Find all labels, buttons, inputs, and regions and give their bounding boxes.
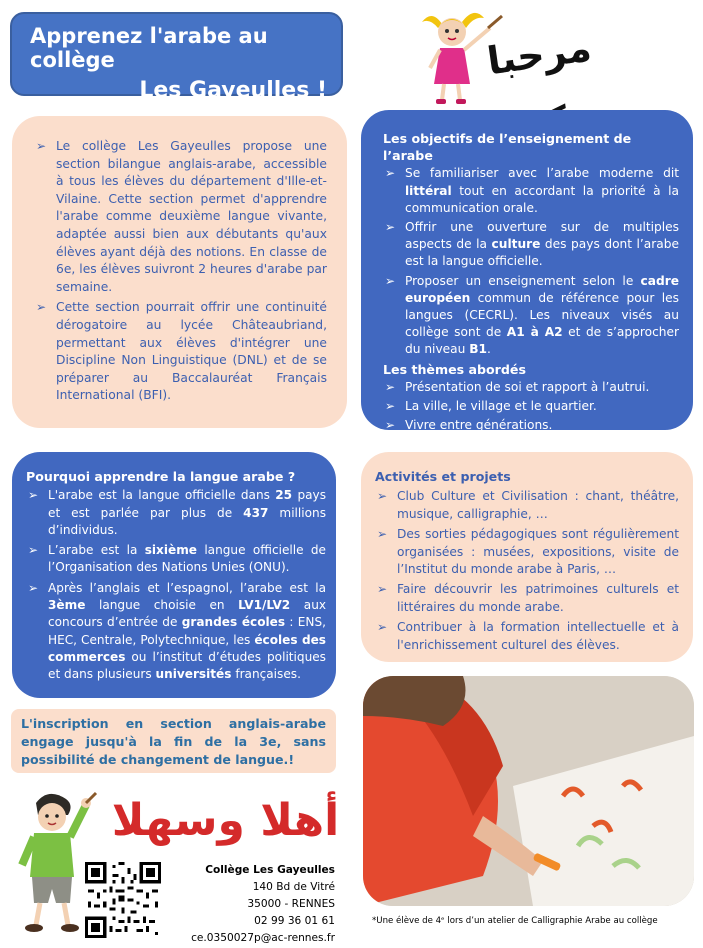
arrow-bullet-icon: ➢ (385, 273, 396, 288)
arrow-bullet-icon: ➢ (36, 139, 47, 153)
objective-emphasis: B1 (469, 342, 488, 357)
theme-text: La ville, le village et le quartier. (405, 399, 597, 414)
why-item (26, 580, 326, 684)
calligraphy-workshop-photo (363, 676, 694, 906)
intro-item (34, 299, 327, 405)
why-emphasis: universités (155, 667, 232, 682)
activity-item (375, 581, 679, 616)
activity-text: Club Culture et Civilisation : chant, théâtre, musique, calligraphie, … (397, 489, 679, 521)
intro-item-text: Cette section pourrait offrir une continuité dérogatoire au lycée Châteaubriand, permettant aux élèves d'intégrer une Discipline Non Linguistique (DNL) et de se préparer au Baccalauréat Français International (BFI). (56, 300, 327, 403)
why-text: : ENS, HEC, Centrale, Polytechnique, les (48, 615, 326, 647)
activity-text: Des sorties pédagogiques sont régulièrement organisées : musées, expositions, visite de l’Institut du monde arabe à Paris, … (397, 527, 679, 577)
objective-emphasis: culture (491, 237, 541, 252)
themes-list (383, 379, 679, 435)
activity-item (375, 488, 679, 523)
why-text: aux concours d’entrée de (48, 598, 327, 630)
arrow-bullet-icon: ➢ (28, 543, 39, 558)
arrow-bullet-icon: ➢ (377, 620, 388, 635)
why-text: françaises. (231, 667, 301, 682)
title-line-2: Les Gayeulles ! (139, 78, 327, 103)
activity-text: Contribuer à la formation intellectuelle et à l'enrichissement culturel des élèves. (397, 620, 679, 652)
objective-text: et de s’approcher du niveau (405, 325, 680, 357)
ahlan-text: أهلا وسهلا (111, 795, 340, 846)
objective-item (383, 165, 679, 217)
arrow-bullet-icon: ➢ (385, 399, 396, 414)
objective-text: Se familiariser avec l’arabe moderne dit (405, 166, 679, 181)
activity-item (375, 619, 679, 654)
arrow-bullet-icon: ➢ (385, 418, 396, 433)
why-heading: Pourquoi apprendre la langue arabe ? (26, 469, 296, 484)
why-emphasis: sixième (144, 543, 197, 558)
title-line-1: Apprenez l'arabe au collège (30, 24, 268, 72)
objective-text: tout en accordant la priorité à la communication orale. (405, 183, 679, 215)
enrollment-notice (11, 709, 336, 773)
objective-emphasis: A1 à A2 (506, 325, 563, 340)
marhaba-calligraphy (470, 20, 618, 88)
college-email: ce.0350027p@ac-rennes.fr (191, 932, 335, 944)
arrow-bullet-icon: ➢ (377, 489, 388, 504)
objectives-list (383, 165, 679, 358)
intro-item-text: Le collège Les Gayeulles propose une section bilangue anglais-arabe, accessible à tous les élèves du département d'Ille-et-Vilaine. Cette section permet d'apprendre l'arabe comme deuxième langue vivante, adaptée aussi bien aux débutants qu'aux élèves ayant déjà des notions. En classe de 6e, les élèves suivront 2 heures d'arabe par semaine. (56, 139, 327, 294)
theme-text: Présentation de soi et rapport à l’autrui. (405, 379, 650, 394)
objectives-heading: Les objectifs de l’enseignement de l’arabe (383, 131, 632, 164)
intro-list (34, 138, 327, 405)
objective-text: commun de référence pour les langues (CECRL). Les niveaux visés au collège sont de (405, 290, 679, 340)
ahlan-calligraphy (108, 786, 343, 856)
intro-item (34, 138, 327, 296)
why-text: L’arabe est la (48, 543, 145, 558)
activities-box (361, 452, 693, 662)
why-emphasis: écoles des commerces (48, 632, 327, 664)
notice-text: L'inscription en section anglais-arabe engage jusqu'à la fin de la 3e, sans possibilité de changement de langue.! (21, 716, 326, 767)
why-emphasis: 437 (243, 505, 269, 520)
objective-text: . (487, 342, 491, 357)
objectives-box (361, 110, 693, 433)
why-emphasis: grandes écoles (181, 615, 286, 630)
why-text: langue officielle de l’Organisation des Nations Unies (ONU). (48, 543, 326, 575)
college-city: 35000 - RENNES (247, 898, 335, 910)
why-arabic-box (12, 452, 336, 698)
arrow-bullet-icon: ➢ (28, 488, 39, 503)
why-emphasis: 25 (275, 488, 293, 503)
why-text: pays et est parlée par plus de (48, 488, 326, 520)
theme-item (383, 398, 679, 415)
activities-heading: Activités et projets (375, 469, 511, 484)
arrow-bullet-icon: ➢ (377, 527, 388, 542)
title-box (10, 12, 343, 103)
college-phone: 02 99 36 01 61 (254, 915, 335, 927)
marhaba-text: مرحبا (484, 25, 594, 84)
themes-heading: Les thèmes abordés (383, 361, 526, 377)
arrow-bullet-icon: ➢ (36, 300, 47, 315)
activity-text: Faire découvrir les patrimoines culturels et littéraires du monde arabe. (397, 582, 679, 614)
why-item (26, 542, 326, 577)
college-address: 140 Bd de Vitré (252, 881, 335, 893)
qr-code-icon (85, 862, 161, 938)
why-text: ou l’institut d’études politiques et dans plusieurs (48, 649, 326, 682)
why-text: millions d’individus. (48, 505, 326, 537)
theme-item (383, 379, 679, 396)
objective-text: des pays dont l’arabe est la langue officielle. (405, 237, 679, 269)
objective-item (383, 273, 679, 359)
college-contact (175, 862, 335, 947)
objective-emphasis: cadre européen (405, 273, 679, 305)
theme-text: Vivre entre générations. (405, 418, 553, 433)
objective-item (383, 219, 679, 271)
arrow-bullet-icon: ➢ (28, 580, 39, 595)
arrow-bullet-icon: ➢ (377, 582, 388, 597)
objective-text: Proposer un enseignement selon le (405, 273, 641, 288)
why-text: Après l’anglais et l’espagnol, l’arabe est la (48, 580, 326, 595)
why-emphasis: 3ème (48, 598, 86, 613)
arrow-bullet-icon: ➢ (385, 379, 396, 394)
arrow-bullet-icon: ➢ (385, 166, 396, 181)
why-text: langue choisie en (85, 598, 239, 613)
intro-box (12, 116, 347, 428)
theme-item (383, 417, 679, 434)
why-item (26, 487, 326, 539)
photo-illustration (363, 676, 694, 906)
activities-list (375, 488, 679, 654)
objective-emphasis: littéral (405, 183, 452, 198)
why-text: L'arabe est la langue officielle dans (48, 488, 276, 503)
why-list (26, 487, 326, 683)
objective-text: Offrir une ouverture sur de multiples aspects de la (405, 220, 679, 252)
arrow-bullet-icon: ➢ (385, 220, 396, 235)
photo-caption: *Une élève de 4ᵉ lors d’un atelier de Calligraphie Arabe au collège (372, 916, 658, 926)
college-name: Collège Les Gayeulles (205, 864, 335, 876)
why-emphasis: LV1/LV2 (238, 598, 291, 613)
activity-item (375, 526, 679, 578)
